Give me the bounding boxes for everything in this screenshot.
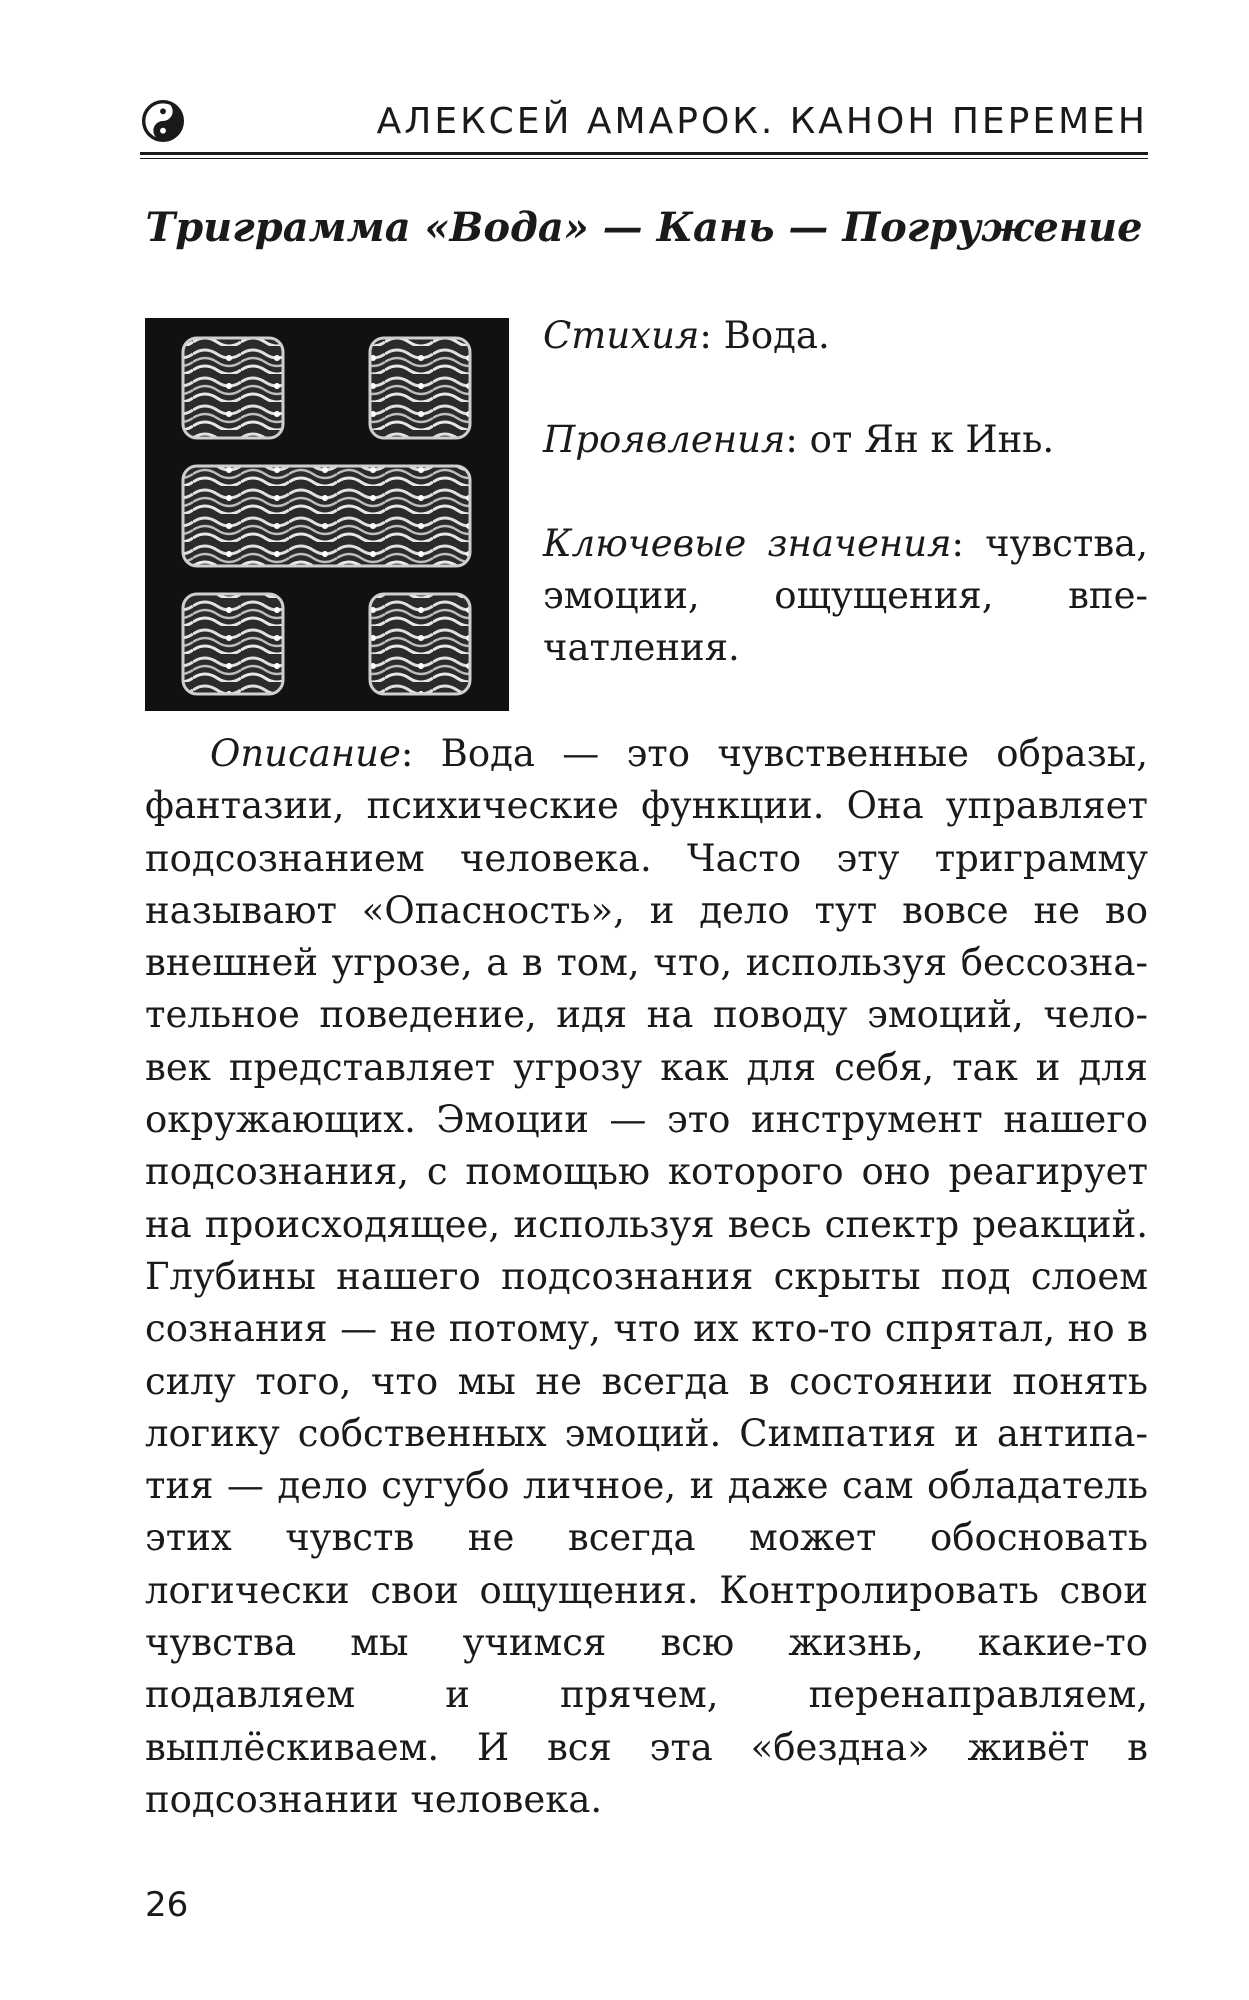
yin-yang-icon <box>142 100 184 142</box>
section-title: Триграмма «Вода» — Кань — Погружение <box>145 204 1143 251</box>
description-paragraph <box>145 728 1148 1826</box>
element-line <box>543 310 1148 362</box>
element-label: Стихия <box>543 314 700 357</box>
description-text: : Вода — это чувственные образы, фантазии, психические функции. Она управляет подсознанием человека. Часто эту триграмму называют «Опасность», и дело тут вовсе не во внешней угрозе, а в том, что, используя бессознательное поведение, идя на поводу эмоций, человек представляет угрозу как для себя, так и для окружающих. Эмоции — это инструмент нашего подсознания, с помощью которого оно реагирует на происходящее, используя весь спектр реакций. Глубины нашего подсознания скрыты под слоем сознания — не потому, что их кто-то спрятал, но в силу того, что мы не всегда в состоянии понять логику собственных эмоций. Симпатия и антипатия — дело сугубо личное, и даже сам обладатель этих чувств не всегда может обосновать логически свои ощущения. Контролировать свои чувства мы учимся всю жизнь, какие-то подавляем и прячем, перенаправляем, выплёскиваем. И вся эта «бездна» живёт в подсознании человека. <box>145 732 1148 1821</box>
manifestation-label: Проявления <box>543 418 786 461</box>
header-rule-thick <box>140 152 1148 155</box>
page-number: 26 <box>145 1885 189 1925</box>
keywords-line <box>543 518 1148 674</box>
page-header <box>140 96 1148 156</box>
running-title: АЛЕКСЕЙ АМАРОК. КАНОН ПЕРЕМЕН <box>376 101 1148 142</box>
header-rule-thin <box>140 158 1148 159</box>
description-label: Описание <box>210 732 401 775</box>
element-value: : Вода. <box>699 314 830 357</box>
keywords-label: Ключевые значения <box>543 522 952 565</box>
water-trigram-emblem <box>145 318 509 711</box>
manifestation-value: : от Ян к Инь. <box>785 418 1055 461</box>
manifestation-line <box>543 414 1148 466</box>
keywords-value: : чувства, эмоции, ощущения, впечатления. <box>543 522 1148 669</box>
